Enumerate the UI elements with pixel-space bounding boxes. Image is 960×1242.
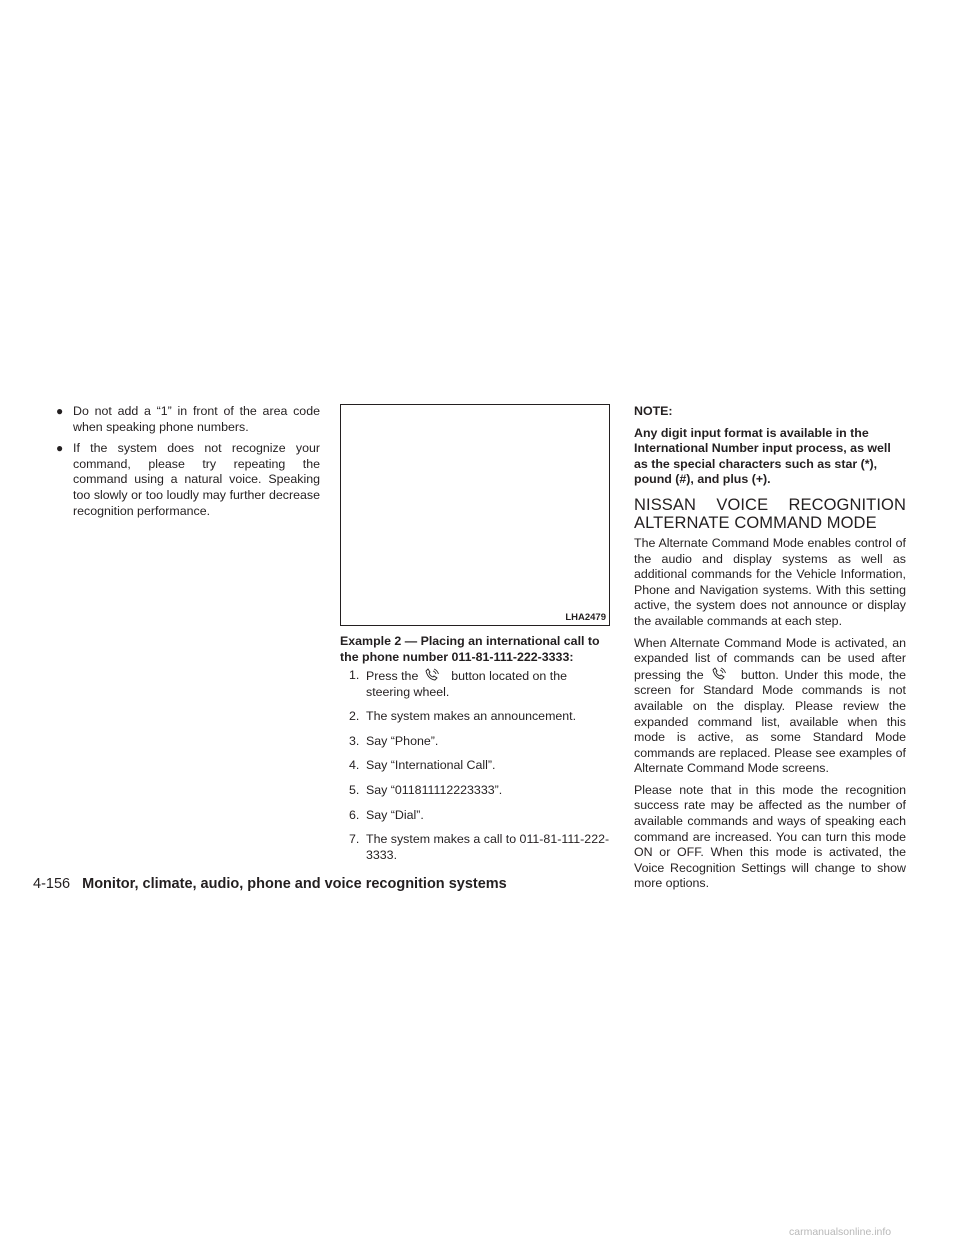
bullet-text: If the system does not recognize your command, please try repeating the command using a natural voice. Speaking too slowly or too loudly may further decrease recognition performance. <box>73 441 320 518</box>
example-title: Example 2 — Placing an international call to the phone number 011-81-111-222-3333: <box>340 634 600 664</box>
bullet-dot: ● <box>56 441 64 456</box>
step-number: 3. <box>349 733 360 748</box>
page-footer <box>33 876 507 892</box>
figure-id: LHA2479 <box>565 612 606 623</box>
step-text: The system makes an announcement. <box>366 709 577 724</box>
step-number: 4. <box>349 758 360 773</box>
step-text: Say “International Call”. <box>366 758 496 773</box>
section-paragraph-3: Please note that in this mode the recognition success rate may be affected as the number of available commands and ways of speaking each command are increased. You can turn this mode ON or OFF. When this mode is activated, the Voice Recognition Settings will change to show more options. <box>634 782 906 891</box>
step-item <box>340 783 612 799</box>
step-number: 1. <box>349 668 360 682</box>
step-number: 7. <box>349 832 360 847</box>
paragraph-text-before: When Alternate Command Mode is activated, an expanded list of commands can be used after pressing the <box>634 635 906 682</box>
page-number: 4-156 <box>33 876 71 892</box>
step-number: 6. <box>349 807 360 822</box>
step-text: Say “011811112223333”. <box>366 782 503 797</box>
step-text-before: Press the <box>366 669 419 683</box>
step-number: 5. <box>349 782 360 797</box>
watermark: carmanualsonline.info <box>789 1226 892 1238</box>
step-text: The system makes a call to 011-81-111-222-3333. <box>366 832 610 862</box>
figure-placeholder <box>340 404 610 626</box>
section-paragraph-1: The Alternate Command Mode enables control of the audio and display systems as well as additional commands for the Vehicle Information, Phone and Navigation systems. With this setting active, the system does not announce or display the available commands at each step. <box>634 535 906 628</box>
steps-list <box>340 668 612 863</box>
right-column <box>634 404 906 898</box>
step-item <box>340 758 612 774</box>
step-item <box>340 709 612 725</box>
step-item <box>340 832 612 863</box>
step-item <box>340 668 612 700</box>
bullet-text: Do not add a “1” in front of the area code when speaking phone numbers. <box>73 404 320 434</box>
step-text: Say “Phone”. <box>366 733 439 748</box>
step-item <box>340 808 612 824</box>
talk-switch-icon <box>424 668 442 681</box>
section-heading: NISSAN VOICE RECOGNITION ALTERNATE COMMAND MODE <box>634 495 906 532</box>
step-text-after: button located on the steering wheel. <box>366 669 567 699</box>
note-heading: NOTE: <box>634 404 673 418</box>
step-number: 2. <box>349 709 360 724</box>
step-item <box>340 734 612 750</box>
middle-column <box>340 404 612 872</box>
bullet-item <box>56 404 320 435</box>
talk-switch-icon <box>711 667 729 680</box>
step-text: Say “Dial”. <box>366 807 424 822</box>
section-paragraph-2 <box>634 636 906 777</box>
left-column <box>56 404 320 525</box>
chapter-title: Monitor, climate, audio, phone and voice recognition systems <box>82 876 507 892</box>
paragraph-text-after: button. Under this mode, the screen for Standard Mode commands is not available on the display. Please review the expanded command list, available when this mode is active, as some Standard Mode commands are replaced. Please see examples of Alternate Command Mode screens. <box>634 667 906 776</box>
note-body: Any digit input format is available in the International Number input process, as well as the special characters such as star (*), pound (#), and plus (+). <box>634 425 891 487</box>
bullet-item <box>56 441 320 519</box>
bullet-dot: ● <box>56 404 64 418</box>
